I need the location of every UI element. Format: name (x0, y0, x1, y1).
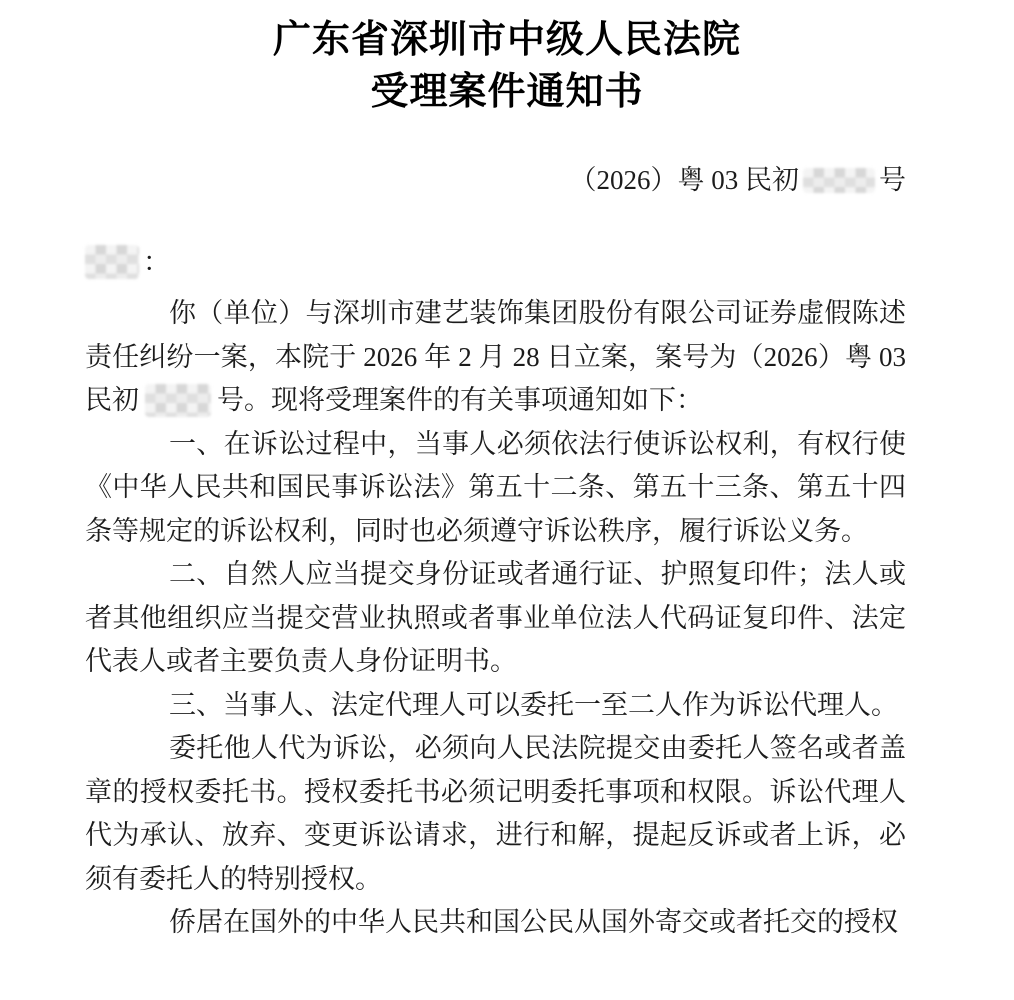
addressee-colon: ： (143, 247, 170, 277)
notice-type-title: 受理案件通知书 (370, 71, 644, 113)
document-body (0, 292, 1014, 945)
text-run: 侨居在国外的中华人民共和国公民从国外寄交或者托交的授权 (169, 907, 898, 937)
document-header (0, 0, 1014, 118)
case-number-line (0, 158, 1014, 202)
redaction-case-number (803, 168, 875, 193)
case-number-suffix: 号 (879, 165, 906, 195)
paragraph (85, 901, 906, 945)
redaction-addressee-name (85, 245, 139, 279)
paragraph (85, 423, 906, 554)
text-run: 号。现将受理案件的有关事项通知如下： (217, 385, 703, 415)
court-name-title: 广东省深圳市中级人民法院 (272, 19, 741, 61)
text-run: 你（单位）与深圳市建艺装饰集团股份有限公司证券虚假陈述责任纠纷一案，本院于 2026 年 2 月 28 日立案，案号为（2026）粤 03 民初 (85, 298, 906, 415)
redaction-case-id (145, 384, 211, 417)
text-run: 一、在诉讼过程中，当事人必须依法行使诉讼权利，有权行使《中华人民共和国民事诉讼法》第五十二条、第五十三条、第五十四条等规定的诉讼权利，同时也必须遵守诉讼秩序，履行诉讼义务。 (85, 428, 906, 546)
addressee-line (0, 240, 1014, 284)
text-run: 委托他人代为诉讼，必须向人民法院提交由委托人签名或者盖章的授权委托书。授权委托书必须记明委托事项和权限。诉讼代理人代为承认、放弃、变更诉讼请求，进行和解，提起反诉或者上诉，必须有委托人的特别授权。 (85, 733, 906, 894)
paragraph (85, 684, 906, 728)
paragraph (85, 553, 906, 684)
paragraph (85, 727, 906, 901)
text-run: 二、自然人应当提交身份证或者通行证、护照复印件；法人或者其他组织应当提交营业执照或者事业单位法人代码证复印件、法定代表人或者主要负责人身份证明书。 (85, 559, 906, 676)
paragraph (85, 292, 906, 423)
text-run: 三、当事人、法定代理人可以委托一至二人作为诉讼代理人。 (169, 689, 898, 720)
case-number-prefix: （2026）粤 03 民初 (569, 165, 799, 195)
